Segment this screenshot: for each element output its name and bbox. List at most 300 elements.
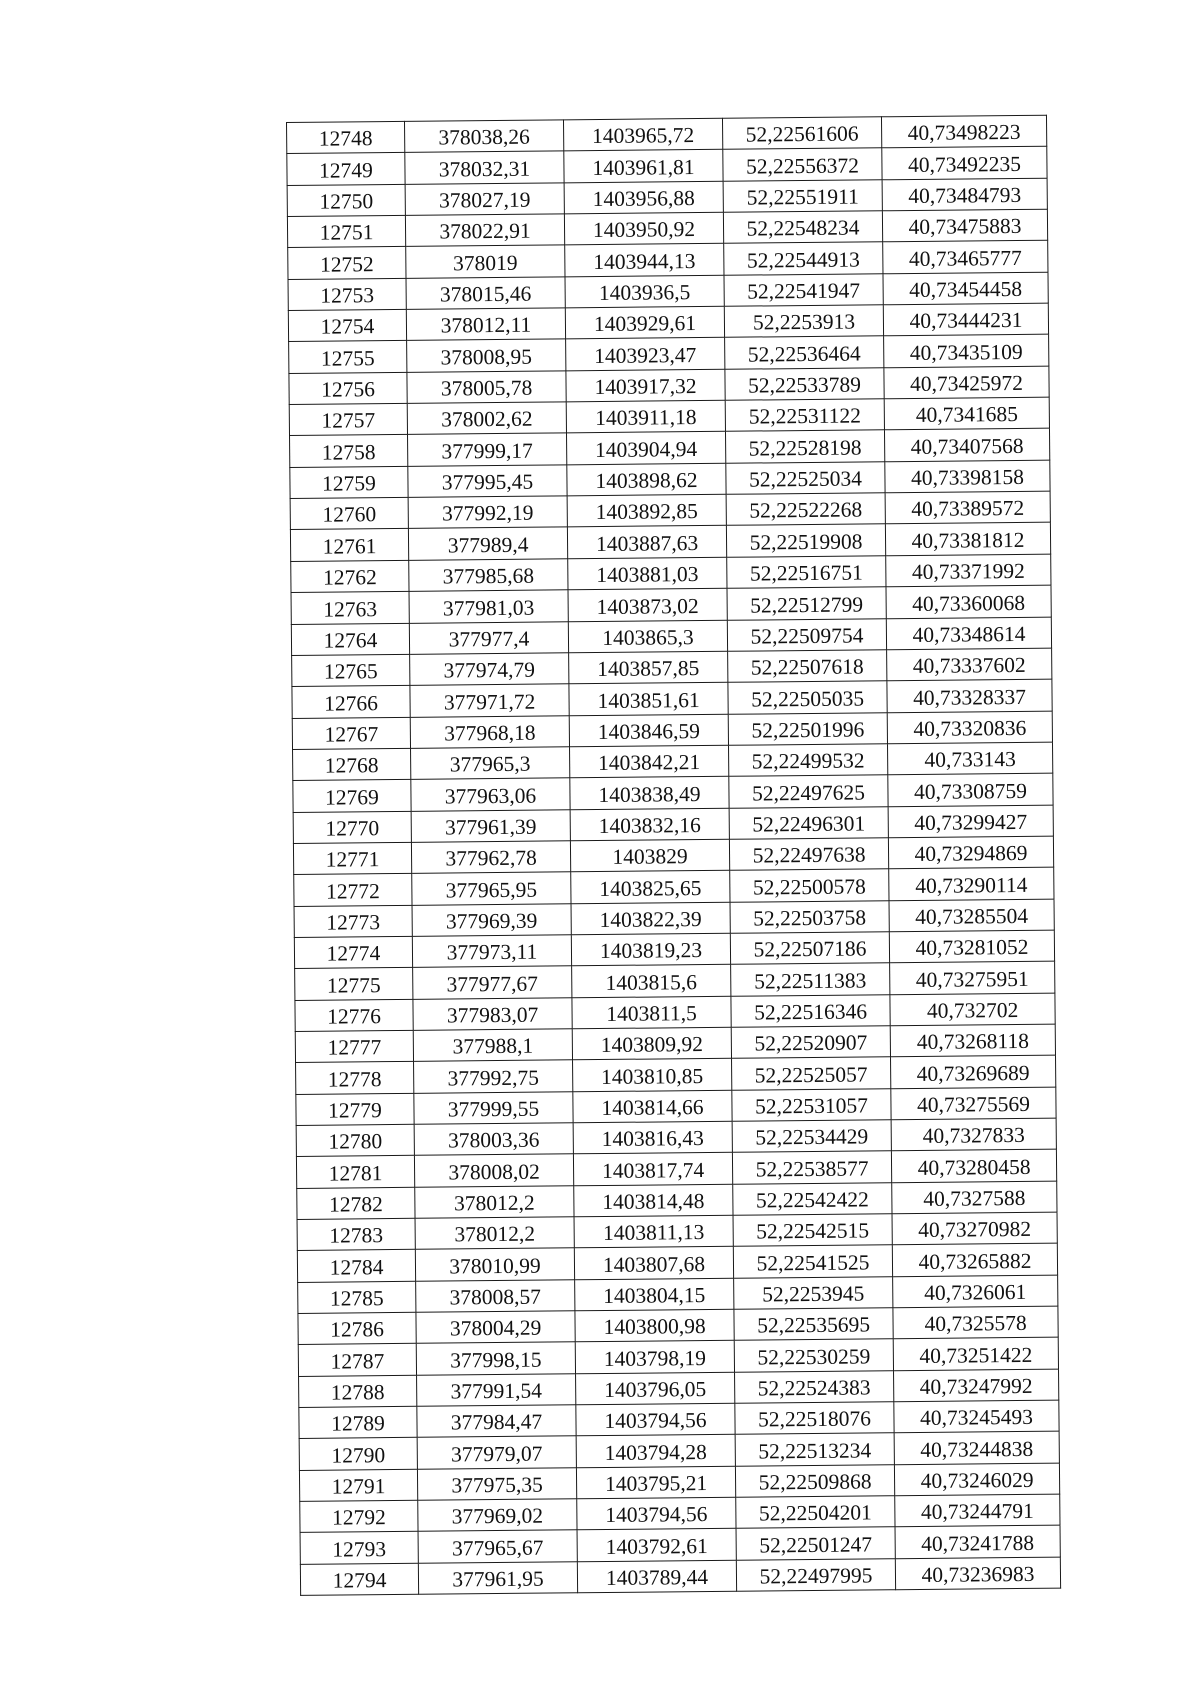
cell-value: 52,22497638 xyxy=(752,842,866,868)
latitude-cell xyxy=(725,336,884,369)
cell-value: 1403923,47 xyxy=(594,342,697,368)
y-coordinate-cell xyxy=(576,1403,735,1436)
cell-value: 52,22497625 xyxy=(751,780,866,806)
cell-value: 377988,1 xyxy=(452,1033,534,1059)
cell-value: 378038,26 xyxy=(438,125,530,150)
latitude-cell xyxy=(730,900,889,933)
latitude-cell xyxy=(734,1276,893,1309)
cell-value: 52,22509868 xyxy=(758,1469,872,1495)
cell-value: 12772 xyxy=(325,878,380,904)
x-coordinate-cell xyxy=(408,433,567,466)
cell-value: 40,73465777 xyxy=(908,245,1022,271)
cell-value: 40,73294869 xyxy=(914,841,1028,867)
longitude-cell xyxy=(887,648,1052,681)
cell-value: 378010,99 xyxy=(449,1253,541,1279)
y-coordinate-cell xyxy=(567,432,726,465)
coordinates-table-body xyxy=(287,115,1061,1595)
cell-value: 12759 xyxy=(321,471,376,496)
point-number-cell xyxy=(294,905,412,937)
x-coordinate-cell xyxy=(417,1405,576,1438)
point-number-cell xyxy=(288,247,406,279)
cell-value: 52,22525034 xyxy=(748,466,863,492)
cell-value: 40,73328337 xyxy=(913,684,1027,710)
y-coordinate-cell xyxy=(573,1090,732,1123)
latitude-cell xyxy=(729,838,888,871)
latitude-cell xyxy=(736,1559,895,1592)
x-coordinate-cell xyxy=(413,997,572,1030)
y-coordinate-cell xyxy=(571,902,730,935)
point-number-cell xyxy=(297,1218,415,1250)
cell-value: 378012,2 xyxy=(454,1222,536,1247)
y-coordinate-cell xyxy=(569,651,728,684)
longitude-cell xyxy=(895,1557,1060,1590)
cell-value: 1403944,13 xyxy=(593,248,696,274)
longitude-cell xyxy=(887,679,1052,712)
point-number-cell xyxy=(290,435,408,467)
cell-value: 377992,19 xyxy=(441,501,534,526)
latitude-cell xyxy=(736,1527,895,1560)
cell-value: 52,22503758 xyxy=(753,905,867,931)
cell-value: 1403917,32 xyxy=(594,374,697,400)
cell-value: 1403800,98 xyxy=(603,1314,706,1340)
y-coordinate-cell xyxy=(576,1466,735,1499)
point-number-cell xyxy=(295,1030,413,1062)
cell-value: 377968,18 xyxy=(444,720,536,746)
longitude-cell xyxy=(885,491,1050,524)
y-coordinate-cell xyxy=(565,306,724,339)
cell-value: 378027,19 xyxy=(438,187,531,213)
cell-value: 40,733143 xyxy=(924,747,1016,773)
y-coordinate-cell xyxy=(567,494,726,527)
cell-value: 40,73244838 xyxy=(920,1436,1034,1462)
longitude-cell xyxy=(882,209,1047,242)
cell-value: 12779 xyxy=(328,1098,382,1123)
cell-value: 1403825,65 xyxy=(599,875,702,901)
latitude-cell xyxy=(735,1370,894,1403)
latitude-cell xyxy=(728,681,887,714)
latitude-cell xyxy=(722,117,881,150)
latitude-cell xyxy=(733,1245,892,1278)
cell-value: 40,73435109 xyxy=(909,339,1023,365)
cell-value: 378012,2 xyxy=(453,1190,535,1216)
cell-value: 377995,45 xyxy=(441,469,534,495)
longitude-cell xyxy=(891,1118,1056,1151)
longitude-cell xyxy=(891,1149,1056,1182)
x-coordinate-cell xyxy=(416,1311,575,1344)
latitude-cell xyxy=(732,1057,891,1090)
cell-value: 377969,39 xyxy=(445,908,538,934)
cell-value: 40,73475883 xyxy=(908,214,1022,240)
cell-value: 1403904,94 xyxy=(594,436,698,462)
longitude-cell xyxy=(892,1244,1057,1277)
point-number-cell xyxy=(299,1406,417,1438)
cell-value: 52,22516751 xyxy=(749,560,863,586)
cell-value: 40,73492235 xyxy=(907,151,1021,177)
cell-value: 52,22535695 xyxy=(757,1312,871,1338)
point-number-cell xyxy=(298,1312,416,1344)
cell-value: 377985,68 xyxy=(442,563,535,589)
cell-value: 52,22507618 xyxy=(750,654,864,680)
point-number-cell xyxy=(293,748,411,780)
longitude-cell xyxy=(881,115,1046,148)
x-coordinate-cell xyxy=(410,715,569,748)
latitude-cell xyxy=(735,1465,894,1498)
y-coordinate-cell xyxy=(565,244,724,277)
point-number-cell xyxy=(299,1438,417,1470)
point-number-cell xyxy=(297,1187,415,1219)
cell-value: 1403961,81 xyxy=(592,154,695,180)
cell-value: 1403809,92 xyxy=(600,1032,704,1058)
point-number-cell xyxy=(289,372,407,404)
cell-value: 52,22497995 xyxy=(759,1563,873,1589)
latitude-cell xyxy=(726,524,885,557)
cell-value: 1403794,56 xyxy=(604,1408,707,1434)
point-number-cell xyxy=(288,278,406,310)
cell-value: 52,22538577 xyxy=(755,1156,869,1182)
point-number-cell xyxy=(293,780,411,812)
longitude-cell xyxy=(884,429,1049,462)
cell-value: 40,73444231 xyxy=(909,308,1023,334)
x-coordinate-cell xyxy=(414,1123,573,1156)
x-coordinate-cell xyxy=(417,1468,576,1501)
cell-value: 12785 xyxy=(329,1286,384,1311)
cell-value: 52,22519908 xyxy=(749,529,863,555)
point-number-cell xyxy=(296,1062,414,1094)
point-number-cell xyxy=(288,309,406,341)
longitude-cell xyxy=(886,554,1051,587)
cell-value: 12753 xyxy=(320,283,375,308)
cell-value: 52,22520907 xyxy=(754,1030,868,1056)
cell-value: 1403817,74 xyxy=(601,1157,705,1183)
x-coordinate-cell xyxy=(405,214,564,247)
longitude-cell xyxy=(883,272,1048,305)
x-coordinate-cell xyxy=(418,1499,577,1532)
x-coordinate-cell xyxy=(415,1248,574,1281)
y-coordinate-cell xyxy=(572,1027,731,1060)
cell-value: 377969,02 xyxy=(451,1504,544,1529)
point-number-cell xyxy=(294,874,412,906)
point-number-cell xyxy=(300,1500,418,1532)
x-coordinate-cell xyxy=(409,559,568,592)
cell-value: 1403807,68 xyxy=(602,1251,706,1277)
cell-value: 12751 xyxy=(319,220,374,246)
point-number-cell xyxy=(287,121,405,153)
cell-value: 377965,67 xyxy=(451,1535,544,1561)
y-coordinate-cell xyxy=(569,714,728,747)
cell-value: 40,73407568 xyxy=(910,433,1024,459)
cell-value: 1403798,19 xyxy=(603,1345,707,1371)
longitude-cell xyxy=(884,335,1049,368)
cell-value: 12787 xyxy=(330,1348,385,1374)
point-number-cell xyxy=(290,497,408,529)
longitude-cell xyxy=(885,523,1050,556)
latitude-cell xyxy=(727,587,886,620)
cell-value: 12757 xyxy=(321,408,376,434)
cell-value: 12773 xyxy=(326,910,381,935)
cell-value: 1403811,5 xyxy=(606,1001,697,1026)
cell-value: 40,73498223 xyxy=(907,120,1021,146)
latitude-cell xyxy=(732,1120,891,1153)
x-coordinate-cell xyxy=(406,277,565,310)
longitude-cell xyxy=(894,1432,1059,1465)
latitude-cell xyxy=(725,430,884,463)
cell-value: 377965,3 xyxy=(449,751,531,777)
point-number-cell xyxy=(292,717,410,749)
cell-value: 378012,11 xyxy=(440,313,532,338)
cell-value: 12768 xyxy=(324,753,379,778)
x-coordinate-cell xyxy=(405,151,564,184)
y-coordinate-cell xyxy=(575,1309,734,1342)
point-number-cell xyxy=(289,403,407,435)
point-number-cell xyxy=(291,591,409,623)
y-coordinate-cell xyxy=(574,1247,733,1280)
latitude-cell xyxy=(726,493,885,526)
cell-value: 1403792,61 xyxy=(605,1533,708,1559)
cell-value: 52,22533789 xyxy=(747,372,862,398)
longitude-cell xyxy=(893,1306,1058,1339)
point-number-cell xyxy=(298,1281,416,1313)
x-coordinate-cell xyxy=(415,1185,574,1218)
point-number-cell xyxy=(295,968,413,1000)
cell-value: 52,22513234 xyxy=(758,1438,872,1464)
cell-value: 1403819,23 xyxy=(599,938,703,964)
cell-value: 1403887,63 xyxy=(595,530,699,556)
cell-value: 12765 xyxy=(323,659,378,684)
cell-value: 12755 xyxy=(320,345,375,371)
cell-value: 52,22507186 xyxy=(753,936,867,962)
cell-value: 52,22511383 xyxy=(754,968,867,994)
point-number-cell xyxy=(290,466,408,498)
x-coordinate-cell xyxy=(407,402,566,435)
cell-value: 378008,02 xyxy=(448,1159,540,1185)
cell-value: 40,73281052 xyxy=(915,935,1029,961)
cell-value: 12763 xyxy=(323,596,378,622)
cell-value: 1403789,44 xyxy=(605,1565,709,1591)
cell-value: 52,22525057 xyxy=(754,1062,868,1088)
cell-value: 377991,54 xyxy=(450,1378,542,1404)
longitude-cell xyxy=(884,397,1049,430)
cell-value: 40,73371992 xyxy=(911,559,1025,585)
cell-value: 52,22524383 xyxy=(757,1375,871,1401)
longitude-cell xyxy=(894,1369,1059,1402)
cell-value: 377977,67 xyxy=(446,971,539,997)
cell-value: 12793 xyxy=(332,1536,387,1562)
cell-value: 377981,03 xyxy=(442,595,535,621)
cell-value: 1403929,61 xyxy=(593,311,697,337)
point-number-cell xyxy=(287,153,405,185)
cell-value: 378015,46 xyxy=(439,281,532,307)
latitude-cell xyxy=(734,1339,893,1372)
longitude-cell xyxy=(884,366,1049,399)
x-coordinate-cell xyxy=(412,903,571,936)
latitude-cell xyxy=(732,1088,891,1121)
longitude-cell xyxy=(890,993,1055,1026)
cell-value: 1403911,18 xyxy=(595,405,697,431)
longitude-cell xyxy=(887,711,1052,744)
latitude-cell xyxy=(735,1433,894,1466)
cell-value: 40,73241788 xyxy=(921,1530,1035,1556)
point-number-cell xyxy=(289,341,407,373)
y-coordinate-cell xyxy=(567,526,726,559)
cell-value: 1403804,15 xyxy=(603,1283,706,1309)
y-coordinate-cell xyxy=(564,181,723,214)
latitude-cell xyxy=(724,305,883,338)
cell-value: 377963,06 xyxy=(444,783,537,809)
cell-value: 52,22516346 xyxy=(754,999,868,1025)
point-number-cell xyxy=(300,1563,418,1595)
cell-value: 12783 xyxy=(329,1223,384,1249)
cell-value: 1403796,05 xyxy=(604,1377,707,1403)
cell-value: 40,73285504 xyxy=(915,903,1029,929)
longitude-cell xyxy=(883,241,1048,274)
cell-value: 1403794,28 xyxy=(604,1439,707,1465)
cell-value: 378002,62 xyxy=(441,407,533,432)
cell-value: 377962,78 xyxy=(445,845,537,871)
latitude-cell xyxy=(723,179,882,212)
y-coordinate-cell xyxy=(571,871,730,904)
cell-value: 378003,36 xyxy=(447,1127,540,1153)
point-number-cell xyxy=(298,1344,416,1376)
x-coordinate-cell xyxy=(417,1436,576,1469)
x-coordinate-cell xyxy=(416,1342,575,1375)
cell-value: 40,73251422 xyxy=(919,1342,1033,1368)
x-coordinate-cell xyxy=(412,935,571,968)
latitude-cell xyxy=(729,806,888,839)
cell-value: 1403822,39 xyxy=(599,906,702,932)
x-coordinate-cell xyxy=(409,590,568,623)
cell-value: 12790 xyxy=(331,1442,386,1468)
cell-value: 12777 xyxy=(327,1035,382,1060)
longitude-cell xyxy=(894,1400,1059,1433)
x-coordinate-cell xyxy=(415,1217,574,1250)
point-number-cell xyxy=(287,215,405,247)
latitude-cell xyxy=(731,1026,890,1059)
cell-value: 52,22509754 xyxy=(750,623,864,649)
cell-value: 40,73398158 xyxy=(910,465,1024,491)
latitude-cell xyxy=(725,368,884,401)
cell-value: 377999,17 xyxy=(441,438,533,464)
cell-value: 378005,78 xyxy=(440,375,533,401)
latitude-cell xyxy=(731,963,890,996)
cell-value: 378008,95 xyxy=(440,344,533,370)
point-number-cell xyxy=(295,999,413,1031)
cell-value: 40,73280458 xyxy=(917,1154,1031,1180)
cell-value: 40,73425972 xyxy=(909,371,1024,397)
y-coordinate-cell xyxy=(568,620,727,653)
cell-value: 12789 xyxy=(331,1411,385,1437)
cell-value: 52,22512799 xyxy=(750,591,864,618)
cell-value: 52,2253913 xyxy=(752,309,856,335)
y-coordinate-cell xyxy=(573,1153,732,1186)
cell-value: 12760 xyxy=(322,502,377,528)
point-number-cell xyxy=(299,1469,417,1501)
cell-value: 52,22496301 xyxy=(752,811,866,837)
y-coordinate-cell xyxy=(574,1184,733,1217)
cell-value: 52,22548234 xyxy=(746,215,860,241)
y-coordinate-cell xyxy=(564,212,723,245)
x-coordinate-cell xyxy=(411,841,570,874)
cell-value: 52,22541947 xyxy=(747,278,861,304)
cell-value: 12758 xyxy=(321,439,376,465)
cell-value: 378032,31 xyxy=(438,156,531,182)
latitude-cell xyxy=(735,1402,894,1435)
y-coordinate-cell xyxy=(576,1372,735,1405)
x-coordinate-cell xyxy=(405,183,564,216)
y-coordinate-cell xyxy=(577,1560,736,1593)
point-number-cell xyxy=(296,1093,414,1125)
cell-value: 52,22522268 xyxy=(749,497,863,524)
x-coordinate-cell xyxy=(407,339,566,372)
cell-value: 12752 xyxy=(319,251,374,277)
longitude-cell xyxy=(892,1212,1057,1245)
cell-value: 40,73360068 xyxy=(912,590,1026,616)
cell-value: 52,22501996 xyxy=(751,717,865,743)
cell-value: 12761 xyxy=(322,533,377,559)
cell-value: 12778 xyxy=(327,1066,382,1092)
cell-value: 12749 xyxy=(318,157,373,183)
point-number-cell xyxy=(293,811,411,843)
point-number-cell xyxy=(299,1375,417,1407)
y-coordinate-cell xyxy=(574,1215,733,1248)
cell-value: 40,73348614 xyxy=(912,621,1026,647)
y-coordinate-cell xyxy=(570,808,729,841)
cell-value: 377983,07 xyxy=(446,1002,539,1028)
longitude-cell xyxy=(889,899,1054,932)
cell-value: 40,73236983 xyxy=(921,1562,1035,1588)
x-coordinate-cell xyxy=(404,120,563,153)
longitude-cell xyxy=(891,1055,1056,1088)
cell-value: 12786 xyxy=(330,1317,385,1343)
cell-value: 40,73245493 xyxy=(919,1405,1034,1431)
cell-value: 12771 xyxy=(325,847,380,872)
y-coordinate-cell xyxy=(566,338,725,371)
cell-value: 40,73268118 xyxy=(916,1029,1030,1055)
y-coordinate-cell xyxy=(570,839,729,872)
cell-value: 12756 xyxy=(321,377,376,402)
cell-value: 40,73269689 xyxy=(916,1060,1030,1086)
cell-value: 12776 xyxy=(327,1004,382,1029)
point-number-cell xyxy=(296,1156,414,1188)
cell-value: 12791 xyxy=(331,1474,386,1499)
point-number-cell xyxy=(292,686,410,718)
cell-value: 40,73246029 xyxy=(920,1468,1034,1494)
y-coordinate-cell xyxy=(566,400,725,433)
cell-value: 1403881,03 xyxy=(596,562,699,588)
cell-value: 52,22530259 xyxy=(757,1344,871,1370)
x-coordinate-cell xyxy=(418,1562,577,1595)
cell-value: 1403851,61 xyxy=(597,687,700,713)
x-coordinate-cell xyxy=(414,1091,573,1124)
cell-value: 52,22531057 xyxy=(754,1093,869,1119)
x-coordinate-cell xyxy=(409,621,568,654)
cell-value: 40,7326061 xyxy=(924,1280,1027,1305)
cell-value: 1403965,72 xyxy=(591,123,695,149)
y-coordinate-cell xyxy=(573,1059,732,1092)
x-coordinate-cell xyxy=(406,308,565,341)
y-coordinate-cell xyxy=(576,1435,735,1468)
latitude-cell xyxy=(727,556,886,589)
longitude-cell xyxy=(895,1494,1060,1527)
latitude-cell xyxy=(732,1151,891,1184)
longitude-cell xyxy=(882,178,1047,211)
table-row xyxy=(300,1557,1060,1596)
longitude-cell xyxy=(890,961,1055,994)
longitude-cell xyxy=(892,1181,1057,1214)
latitude-cell xyxy=(726,462,885,495)
cell-value: 1403811,13 xyxy=(602,1220,705,1246)
cell-value: 378004,29 xyxy=(449,1316,542,1341)
cell-value: 1403857,85 xyxy=(597,656,700,682)
